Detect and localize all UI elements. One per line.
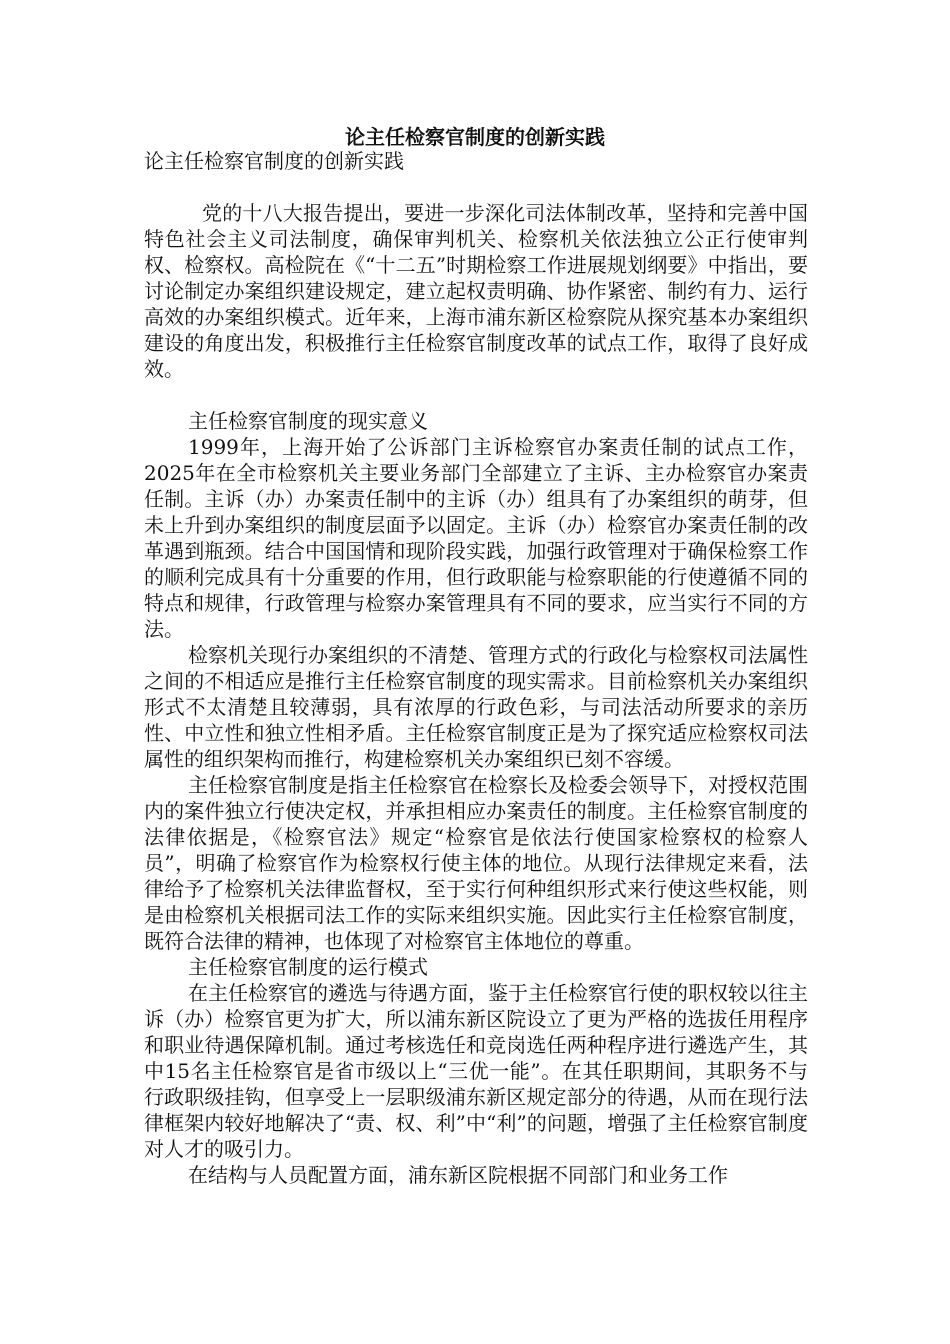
paragraph: 1999年，上海开始了公诉部门主诉检察官办案责任制的试点工作，2025年在全市检察机关主要业务部门全部建立了主诉、主办检察官办案责任制。主诉（办）办案责任制中的主诉（办）组具有了办案组织的萌芽，但未上升到办案组织的制度层面予以固定。主诉（办）检察官办案责任制的改革遇到瓶颈。结合中国国情和现阶段实践，加强行政管理对于确保检察工作的顺利完成具有十分重要的作用，但行政职能与检察职能的行使遵循不同的特点和规律，行政管理与检察办案管理具有不同的要求，应当实行不同的方法。: [144, 435, 808, 641]
section-heading-significance: 主任检察官制度的现实意义: [188, 409, 428, 433]
paragraph: 主任检察官制度是指主任检察官在检察长及检委会领导下，对授权范围内的案件独立行使决定权，并承担相应办案责任的制度。主任检察官制度的法律依据是，《检察官法》规定“检察官是依法行使国家检察权的检察人员”，明确了检察官作为检察权行使主体的地位。从现行法律规定来看，法律给予了检察机关法律监督权，至于实行何种组织形式来行使这些权能，则是由检察机关根据司法工作的实际来组织实施。因此实行主任检察官制度，既符合法律的精神，也体现了对检察官主体地位的尊重。: [144, 773, 808, 953]
blank-line: [144, 174, 808, 200]
paragraph: 检察机关现行办案组织的不清楚、管理方式的行政化与检察权司法属性之间的不相适应是推行主任检察官制度的现实需求。目前检察机关办案组织形式不太清楚且较薄弱，具有浓厚的行政色彩，与司法活动所要求的亲历性、中立性和独立性相矛盾。主任检察官制度正是为了探究适应检察权司法属性的组织架构而推行，构建检察机关办案组织已刻不容缓。: [144, 643, 808, 771]
document-subtitle: 论主任检察官制度的创新实践: [144, 149, 404, 173]
document-body: [144, 148, 808, 1188]
document-title: 论主任检察官制度的创新实践: [345, 125, 605, 149]
intro-paragraph: 党的十八大报告提出，要进一步深化司法体制改革，坚持和完善中国特色社会主义司法制度，确保审判机关、检察机关依法独立公正行使审判权、检察权。高检院在《“十二五”时期检察工作进展规划纲要》中指出，要讨论制定办案组织建设规定，建立起权责明确、协作紧密、制约有力、运行高效的办案组织模式。近年来，上海市浦东新区检察院从探究基本办案组织建设的角度出发，积极推行主任检察官制度改革的试点工作，取得了良好成效。: [144, 201, 808, 381]
section-heading-operation-mode: 主任检察官制度的运行模式: [188, 955, 428, 979]
paragraph: 在结构与人员配置方面，浦东新区院根据不同部门和业务工作: [188, 1163, 728, 1187]
blank-line: [144, 382, 808, 408]
paragraph: 在主任检察官的遴选与待遇方面，鉴于主任检察官行使的职权较以往主诉（办）检察官更为扩大，所以浦东新区院设立了更为严格的选拔任用程序和职业待遇保障机制。通过考核选任和竞岗选任两种程序进行遴选产生，其中15名主任检察官是省市级以上“三优一能”。在其任职期间，其职务不与行政职级挂钩，但享受上一层职级浦东新区规定部分的待遇，从而在现行法律框架内较好地解决了“责、权、利”中“利”的问题，增强了主任检察官制度对人才的吸引力。: [144, 981, 808, 1161]
